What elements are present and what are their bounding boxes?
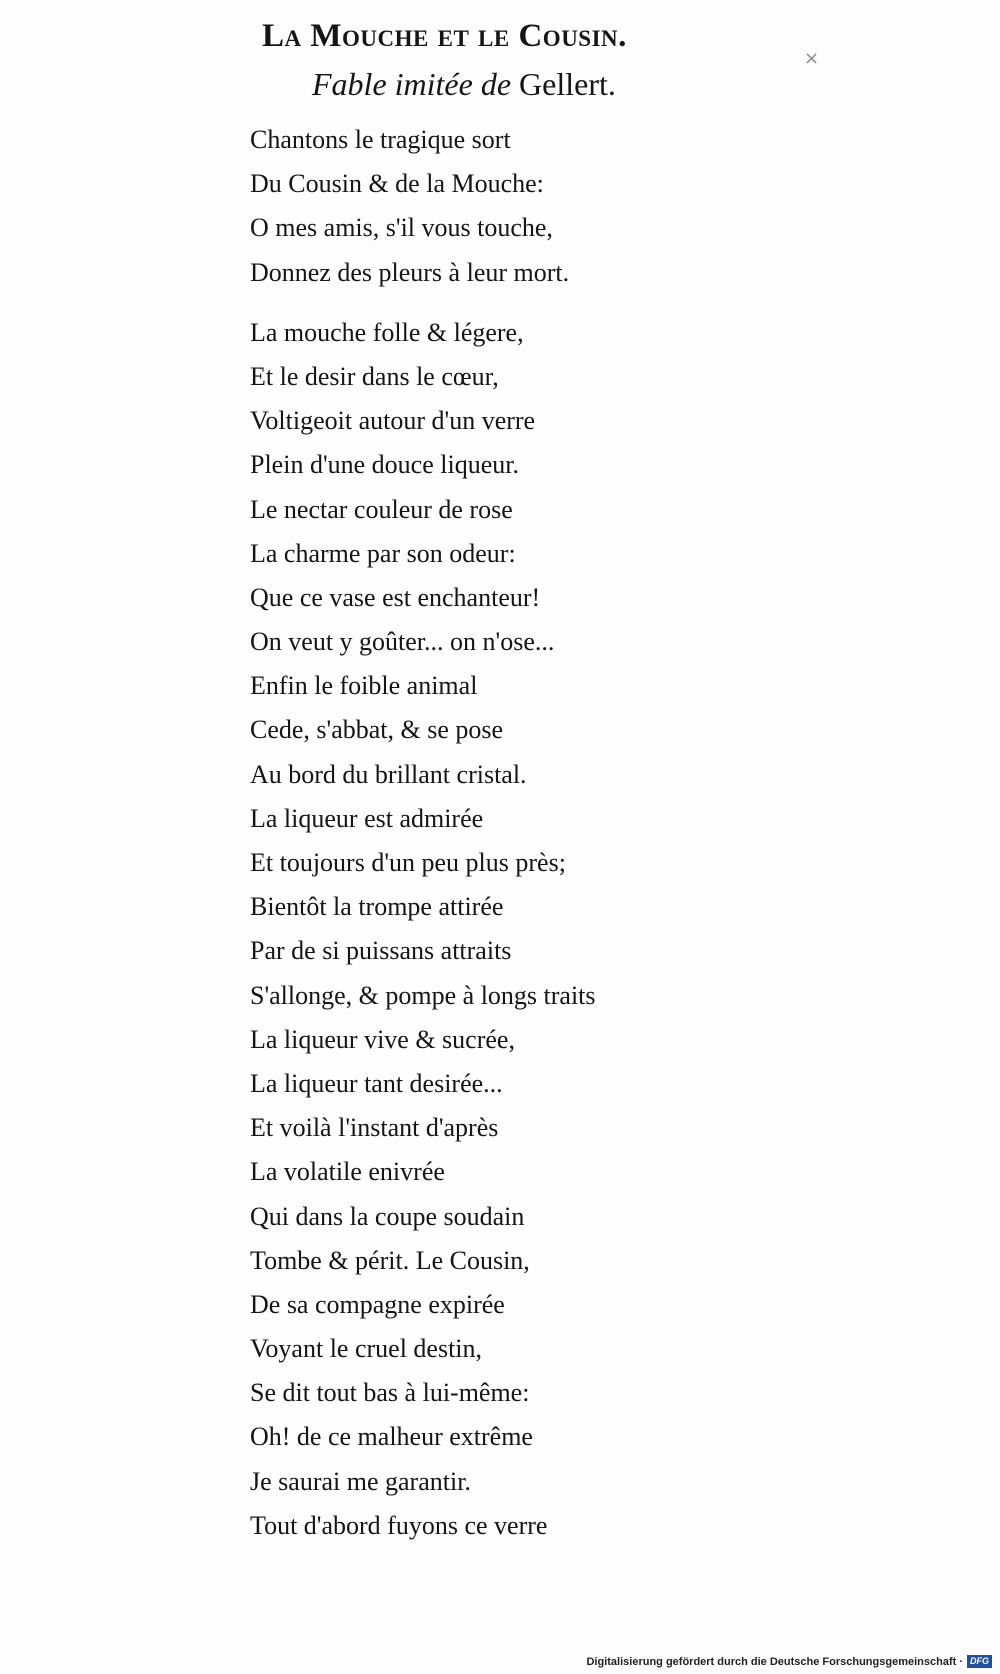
footer-credit: Digitalisierung gefördert durch die Deutsche Forschungsgemeinschaft · [586,1655,963,1668]
digitization-footer [586,1655,992,1668]
verse-line: La liqueur tant desirée... [250,1068,503,1098]
verse-line: S'allonge, & pompe à longs traits [250,980,596,1010]
subtitle-italic: Fable imitée de [312,66,512,102]
verse-line: La charme par son odeur: [250,538,516,568]
verse-line: Par de si puissans attraits [250,936,512,966]
dfg-logo: DFG [967,1655,992,1668]
verse-line: Je saurai me garantir. [250,1466,471,1496]
verse-line: Tout d'abord fuyons ce verre [250,1510,548,1540]
verse-line: Plein d'une douce liqueur. [250,450,519,480]
verse-line: Cede, s'abbat, & se pose [250,715,504,745]
verse-line: Tombe & périt. Le Cousin, [250,1245,530,1275]
margin-pencil-mark: × [804,48,820,69]
verse-line: Se dit tout bas à lui-même: [250,1378,530,1408]
verse-line: Que ce vase est enchanteur! [250,582,541,612]
verse-line: La volatile enivrée [250,1157,445,1187]
poem-title: La Mouche et le Cousin. [262,18,627,54]
verse-line: Voyant le cruel destin, [250,1334,483,1364]
subtitle-author: Gellert. [519,66,616,102]
verse-line: De sa compagne expirée [250,1289,505,1319]
verse-line: Et le desir dans le cœur, [250,361,499,391]
verse-line: Du Cousin & de la Mouche: [250,169,544,199]
verse-line: Chantons le tragique sort [250,125,511,154]
verse-line: Enfin le foible animal [250,671,478,701]
verse-line: Le nectar couleur de rose [250,494,513,524]
verse-line: Et voilà l'instant d'après [250,1113,499,1143]
verse-line: Donnez des pleurs à leur mort. [250,257,570,287]
verse-line: La mouche folle & légere, [250,317,524,347]
verse-line: Voltigeoit autour d'un verre [250,406,536,436]
verse-line: Et toujours d'un peu plus près; [250,848,566,877]
verse-line: On veut y goûter... on n'ose... [250,627,555,657]
poem-verses [250,118,810,1548]
verse-line: Oh! de ce malheur extrême [250,1422,533,1452]
verse-line: La liqueur est admirée [250,803,484,833]
verse-line: La liqueur vive & sucrée, [250,1024,515,1054]
verse-line: Qui dans la coupe soudain [250,1201,525,1231]
verse-line: Au bord du brillant cristal. [250,759,527,789]
verse-line: O mes amis, s'il vous touche, [250,213,553,243]
poem-subtitle [312,66,616,103]
verse-line: Bientôt la trompe attirée [250,892,504,922]
